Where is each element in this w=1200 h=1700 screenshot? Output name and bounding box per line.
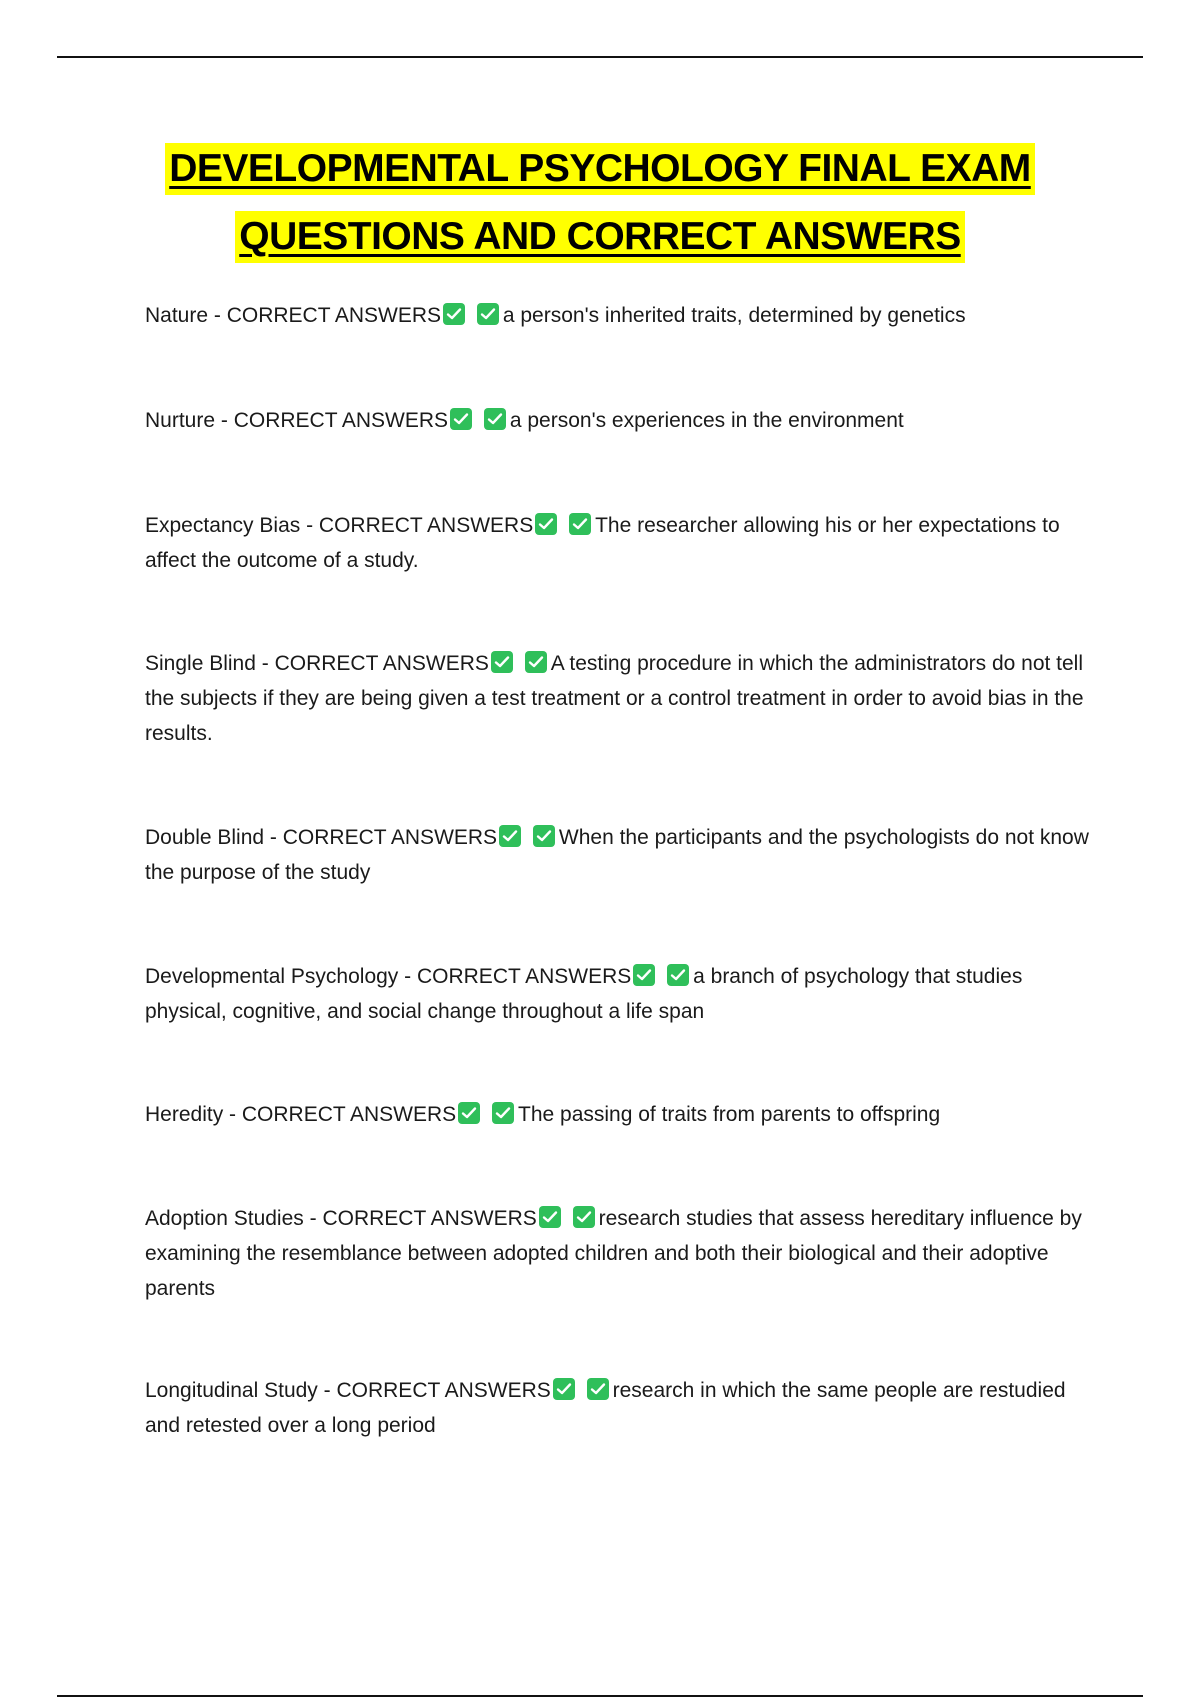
qa-entry xyxy=(145,403,1095,438)
qa-entry xyxy=(145,1097,1095,1132)
correct-answers-marker: - CORRECT ANSWERS xyxy=(398,965,632,988)
document-title xyxy=(0,143,1200,279)
entry-definition: research in which the same people are restudied and retested over a long period xyxy=(145,1379,1066,1437)
green-check-icon xyxy=(667,964,689,986)
correct-answers-marker: - CORRECT ANSWERS xyxy=(317,1379,551,1402)
correct-answers-marker: - CORRECT ANSWERS xyxy=(215,409,448,432)
correct-answers-marker: - CORRECT ANSWERS xyxy=(208,304,441,327)
entry-definition: The passing of traits from parents to offspring xyxy=(518,1103,941,1126)
green-check-icon xyxy=(484,408,506,430)
entry-definition: The researcher allowing his or her expectations to affect the outcome of a study. xyxy=(145,514,1060,572)
entry-term: Double Blind xyxy=(145,826,265,849)
green-check-icon xyxy=(525,651,547,673)
green-check-icon xyxy=(477,303,499,325)
green-check-icon xyxy=(492,1102,514,1124)
entry-definition: a branch of psychology that studies physical, cognitive, and social change throughout a life span xyxy=(145,965,1023,1023)
entry-term: Developmental Psychology xyxy=(145,965,399,988)
qa-entry xyxy=(145,959,1095,1029)
correct-answers-marker: - CORRECT ANSWERS xyxy=(264,826,498,849)
green-check-icon xyxy=(533,825,555,847)
green-check-icon xyxy=(443,303,465,325)
qa-entry xyxy=(145,646,1095,751)
green-check-icon xyxy=(569,513,591,535)
entry-term: Longitudinal Study xyxy=(145,1379,318,1402)
title-line-2: QUESTIONS AND CORRECT ANSWERS xyxy=(235,211,964,263)
bottom-rule xyxy=(57,1695,1143,1697)
correct-answers-marker: - CORRECT ANSWERS xyxy=(300,514,534,537)
entry-definition: When the participants and the psychologists do not know the purpose of the study xyxy=(145,826,1089,884)
entry-term: Expectancy Bias xyxy=(145,514,301,537)
entry-definition: A testing procedure in which the administrators do not tell the subjects if they are being given a test treatment or a control treatment in order to avoid bias in the results. xyxy=(145,652,1084,745)
green-check-icon xyxy=(450,408,472,430)
qa-entry xyxy=(145,508,1095,578)
title-line-1: DEVELOPMENTAL PSYCHOLOGY FINAL EXAM xyxy=(165,143,1035,195)
qa-entry xyxy=(145,1201,1095,1306)
green-check-icon xyxy=(573,1206,595,1228)
green-check-icon xyxy=(535,513,557,535)
entry-term: Nature xyxy=(145,304,209,327)
entry-term: Single Blind xyxy=(145,652,256,675)
green-check-icon xyxy=(458,1102,480,1124)
correct-answers-marker: - CORRECT ANSWERS xyxy=(255,652,489,675)
entry-definition: a person's inherited traits, determined by genetics xyxy=(502,304,966,327)
entry-definition: a person's experiences in the environment xyxy=(509,409,904,432)
correct-answers-marker: - CORRECT ANSWERS xyxy=(303,1207,537,1230)
entry-definition: research studies that assess hereditary influence by examining the resemblance between adopted children and both their biological and their adoptive parents xyxy=(145,1207,1082,1300)
green-check-icon xyxy=(539,1206,561,1228)
green-check-icon xyxy=(553,1378,575,1400)
qa-entry xyxy=(145,298,1095,333)
entry-term: Heredity xyxy=(145,1103,224,1126)
green-check-icon xyxy=(491,651,513,673)
qa-entry xyxy=(145,1373,1095,1443)
entry-term: Nurture xyxy=(145,409,216,432)
qa-entry xyxy=(145,820,1095,890)
top-rule xyxy=(57,56,1143,58)
green-check-icon xyxy=(633,964,655,986)
green-check-icon xyxy=(587,1378,609,1400)
correct-answers-marker: - CORRECT ANSWERS xyxy=(223,1103,457,1126)
green-check-icon xyxy=(499,825,521,847)
entry-term: Adoption Studies xyxy=(145,1207,304,1230)
